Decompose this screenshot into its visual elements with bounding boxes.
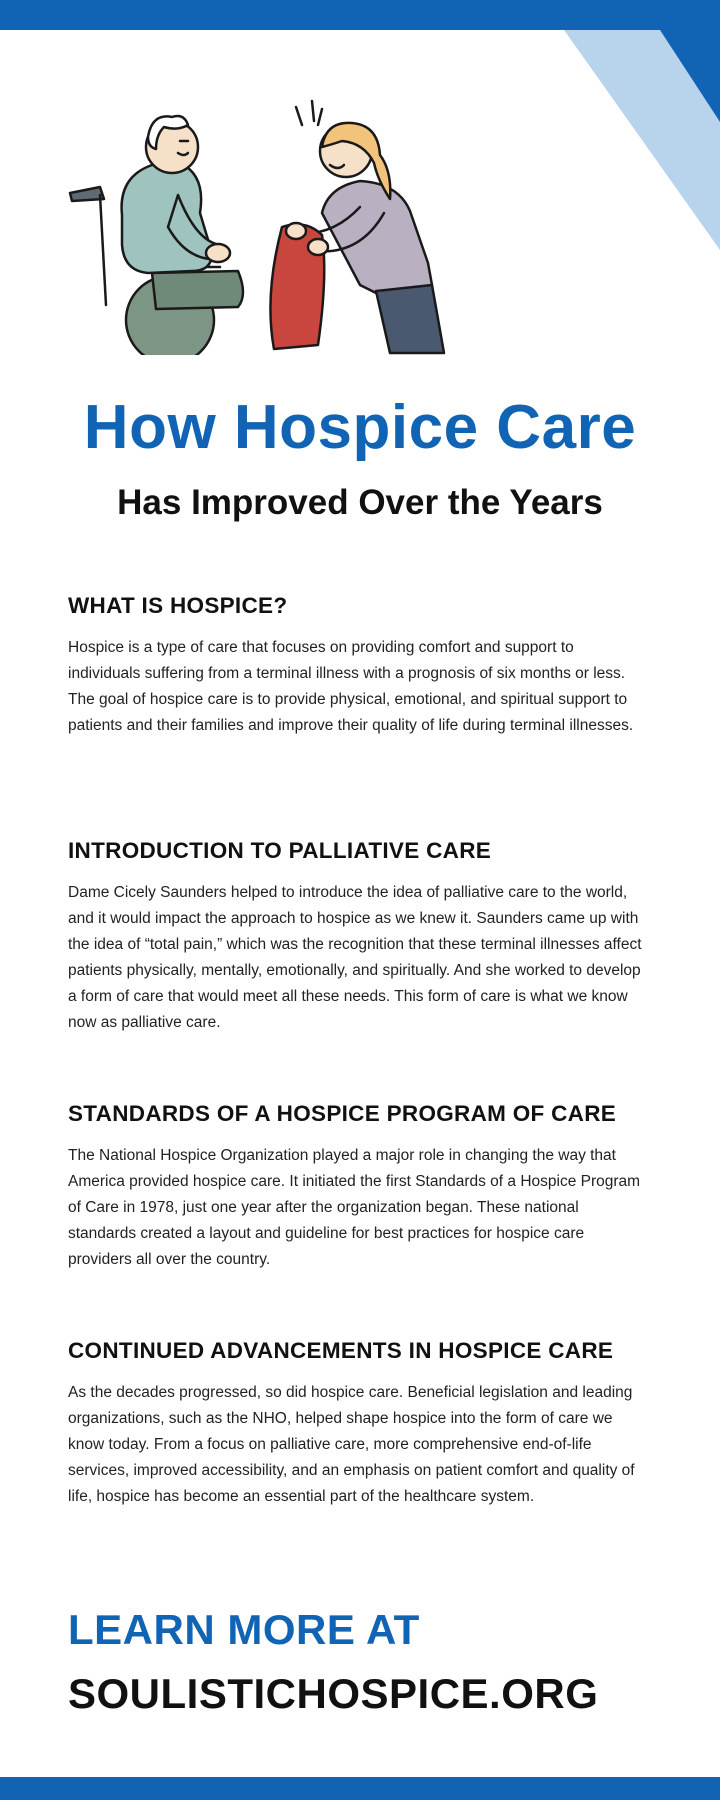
section-advancements	[68, 1338, 648, 1510]
page-title: How Hospice Care	[83, 393, 637, 462]
cta-website: SOULISTICHOSPICE.ORG	[68, 1670, 599, 1717]
cta-learn-more: LEARN MORE AT	[68, 1606, 420, 1653]
section-body: As the decades progressed, so did hospice care. Beneficial legislation and leading organizations, such as the NHO, helped shape hospice into the form of care we know today. From a focus on palliative care, more comprehensive end-of-life services, improved accessibility, and an emphasis on patient comfort and quality of life, hospice has become an essential part of the healthcare system.	[68, 1384, 635, 1505]
section-heading: INTRODUCTION TO PALLIATIVE CARE	[68, 838, 492, 863]
caregiver-patient-illustration	[60, 95, 500, 355]
section-heading: STANDARDS OF A HOSPICE PROGRAM OF CARE	[68, 1101, 617, 1126]
corner-decoration	[560, 30, 720, 250]
section-heading: CONTINUED ADVANCEMENTS IN HOSPICE CARE	[68, 1338, 614, 1363]
section-standards	[68, 1101, 648, 1273]
bottom-accent-bar	[0, 1777, 720, 1800]
page-subtitle: Has Improved Over the Years	[117, 483, 603, 522]
section-body: The National Hospice Organization played a major role in changing the way that America provided hospice care. It initiated the first Standards of a Hospice Program of Care in 1978, just one year after the organization began. These national standards created a layout and guideline for best practices for hospice care providers all over the country.	[68, 1147, 641, 1268]
section-body: Hospice is a type of care that focuses on providing comfort and support to individuals suffering from a terminal illness with a prognosis of six months or less. The goal of hospice care is to provide physical, emotional, and spiritual support to patients and their families and improve their quality of life during terminal illnesses.	[68, 639, 634, 734]
section-palliative-care	[68, 838, 648, 1036]
section-heading: WHAT IS HOSPICE?	[68, 593, 288, 618]
top-accent-bar	[0, 0, 720, 30]
section-what-is-hospice	[68, 593, 648, 739]
section-body: Dame Cicely Saunders helped to introduce the idea of palliative care to the world, and it would impact the approach to hospice as we knew it. Saunders came up with the idea of “total pain,” which was the recognition that these terminal illnesses affect patients physically, mentally, emotionally, and spiritually. And she worked to develop a form of care that would meet all these needs. This form of care is what we know now as palliative care.	[68, 884, 642, 1031]
